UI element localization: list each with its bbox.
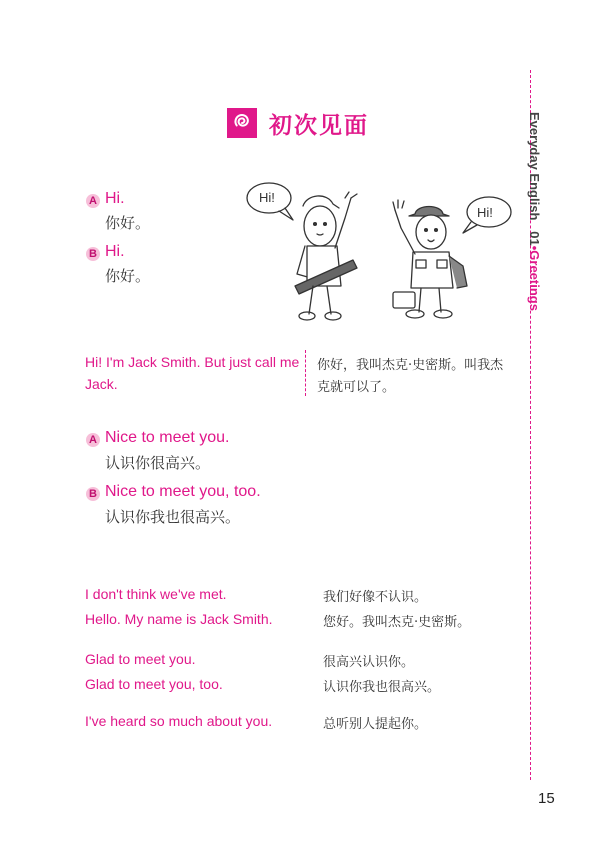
page-number: 15 <box>538 790 555 807</box>
dialog2-line-a-en: Nice to meet you. <box>105 429 230 446</box>
phrase-en: Glad to meet you. <box>85 651 196 667</box>
bubble-right-text: Hi! <box>477 205 493 220</box>
speaker-badge-a: A <box>86 194 100 208</box>
dialog1-line-b-zh: 你好。 <box>105 267 151 285</box>
dialog2-line-b-zh: 认识你我也很高兴。 <box>105 508 241 526</box>
spiral-icon <box>227 108 257 138</box>
dialog1-line-b-en: Hi. <box>105 243 125 260</box>
intro-en-line1: Hi! I'm Jack Smith. But just call me <box>85 354 300 370</box>
chapter-number: 01 <box>527 231 542 246</box>
phrase-zh: 您好。我叫杰克·史密斯。 <box>323 615 471 630</box>
intro-divider <box>305 350 306 396</box>
dialog2-line-b-en: Nice to meet you, too. <box>105 483 261 500</box>
phrase-en: Hello. My name is Jack Smith. <box>85 611 273 627</box>
lesson-title <box>227 107 369 139</box>
phrase-en: Glad to meet you, too. <box>85 676 223 692</box>
speaker-badge-b: B <box>86 247 100 261</box>
bubble-left-text: Hi! <box>259 190 275 205</box>
chapter-label: Everyday English 01•Greetings <box>527 112 542 311</box>
chapter-sidebar <box>524 112 564 332</box>
dialog2-line-a-zh: 认识你很高兴。 <box>105 454 211 472</box>
series-title: Everyday English <box>527 112 542 221</box>
phrase-zh: 我们好像不认识。 <box>323 590 428 605</box>
phrase-zh: 总听别人提起你。 <box>323 717 428 732</box>
speaker-badge-b: B <box>86 487 100 501</box>
intro-zh-line2: 克就可以了。 <box>317 380 396 395</box>
speaker-badge-a: A <box>86 433 100 447</box>
chapter-topic: Greetings <box>527 250 542 311</box>
phrase-zh: 很高兴认识你。 <box>323 655 415 670</box>
phrase-en: I don't think we've met. <box>85 586 227 602</box>
intro-en-line2: Jack. <box>85 376 118 392</box>
dialog1-line-a-zh: 你好。 <box>105 214 151 232</box>
phrase-en: I've heard so much about you. <box>85 713 273 729</box>
intro-zh-line1: 你好，我叫杰克·史密斯。叫我杰 <box>317 358 504 373</box>
phrase-zh: 认识你我也很高兴。 <box>323 680 441 695</box>
dialog1-line-a-en: Hi. <box>105 190 125 207</box>
greeting-illustration <box>245 176 515 326</box>
page-title: 初次见面 <box>269 111 369 139</box>
